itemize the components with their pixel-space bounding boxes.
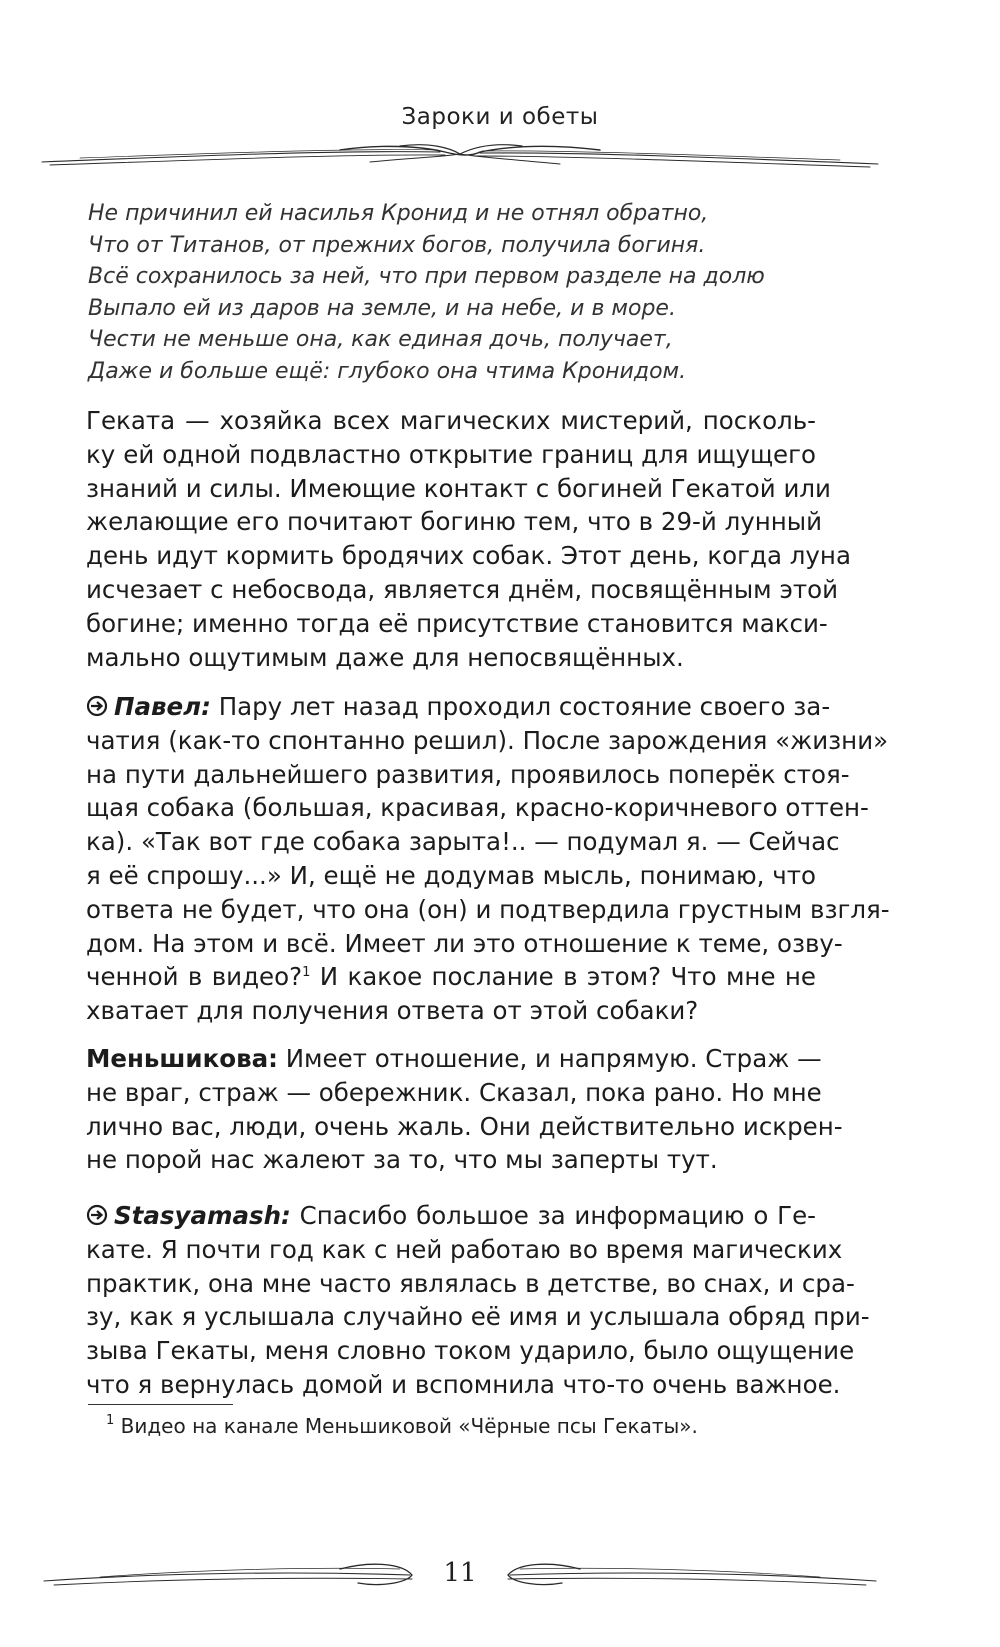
footnote-separator	[88, 1404, 233, 1405]
text-line: зу, как я услышала случайно её имя и услышала обряд при-	[86, 1302, 870, 1332]
text-line: я её спрошу...» И, ещё не додумав мысль, понимаю, что	[86, 860, 816, 890]
footnote	[106, 1414, 698, 1438]
paragraph-pavel	[86, 690, 890, 1028]
poem-line: Не причинил ей насилья Кронид и не отнял обратно,	[88, 201, 709, 226]
text-line: богине; именно тогда её присутствие становится макси-	[86, 608, 828, 638]
text-line: ку ей одной подвластно открытие границ для ищущего	[86, 439, 816, 469]
footnote-reference[interactable]: 1	[302, 965, 311, 981]
poem-line: Даже и больше ещё: глубоко она чтима Кронидом.	[88, 358, 687, 384]
text-line: знаний и силы. Имеющие контакт с богиней Гекатой или	[86, 473, 831, 503]
text-line: исчезает с небосвода, является днём, посвящённым этой	[86, 574, 839, 604]
text-line: зыва Гекаты, меня словно током ударило, было ощущение	[86, 1336, 855, 1366]
footnote-marker: 1	[106, 1413, 115, 1428]
speaker-name: Павел:	[114, 692, 211, 721]
text-line: на пути дальнейшего развития, проявилось поперёк стоя-	[86, 759, 850, 789]
text-line	[86, 1042, 822, 1076]
text-line: хватает для получения ответа от этой собаки?	[86, 996, 699, 1026]
speaker-text: Пару лет назад проходил состояние своего за-	[210, 692, 831, 721]
paragraph-stasyamash	[86, 1199, 870, 1402]
text-line	[86, 1199, 816, 1233]
footnote-text: Видео на канале Меньшиковой «Чёрные псы Гекаты».	[114, 1414, 698, 1438]
poem-line: Что от Титанов, от прежних богов, получила богиня.	[88, 232, 706, 258]
text-line: желающие его почитают богиню тем, что в 29-й лунный	[86, 507, 823, 537]
page-number: 11	[0, 1558, 920, 1588]
text-line: не порой нас жалеют за то, что мы заперты тут.	[86, 1145, 718, 1175]
text-line: мально ощутимым даже для непосвящённых.	[86, 642, 684, 672]
poem-line: Выпало ей из даров на земле, и на небе, и в море.	[88, 295, 676, 321]
speaker-name: Stasyamash:	[114, 1201, 291, 1230]
text-line: щая собака (большая, красивая, красно-коричневого оттен-	[86, 793, 869, 823]
arrow-circle-icon	[86, 695, 108, 717]
text-line: практик, она мне часто являлась в детстве, во снах, и сра-	[86, 1268, 855, 1298]
text-line: чатия (как-то спонтанно решил). После зарождения «жизни»	[86, 725, 889, 755]
text-fragment: И какое послание в этом? Что мне не	[310, 962, 816, 992]
paragraph-hecate	[86, 404, 851, 674]
text-line	[86, 960, 816, 994]
text-line: ответа не будет, что она (он) и подтвердила грустным взгля-	[86, 894, 890, 924]
text-line: кате. Я почти год как с ней работаю во время магических	[86, 1234, 843, 1264]
arrow-circle-icon	[86, 1204, 108, 1226]
text-line: не враг, страж — обережник. Сказал, пока рано. Но мне	[86, 1077, 822, 1107]
text-line: лично вас, люди, очень жаль. Они действительно искрен-	[86, 1111, 843, 1141]
poem-line: Всё сохранилось за ней, что при первом разделе на долю	[88, 264, 765, 289]
text-line: ка). «Так вот где собака зарыта!.. — подумал я. — Сейчас	[86, 827, 840, 857]
text-line: день идут кормить бродячих собак. Этот день, когда луна	[86, 541, 851, 571]
poem-line: Чести не меньше она, как единая дочь, получает,	[88, 327, 673, 352]
text-line: что я вернулась домой и вспомнила что-то очень важное.	[86, 1369, 841, 1399]
running-title: Зароки и обеты	[401, 104, 599, 130]
text-fragment: ченной в видео?	[86, 962, 303, 992]
header-ornament	[40, 138, 880, 178]
speaker-text: Спасибо большое за информацию о Ге-	[290, 1201, 816, 1230]
text-line: Геката — хозяйка всех магических мистерий, посколь-	[86, 406, 816, 435]
epigraph-poem	[88, 198, 868, 387]
speaker-name: Меньшикова:	[86, 1044, 278, 1073]
text-line	[86, 690, 831, 724]
speaker-text: Имеет отношение, и напрямую. Страж —	[277, 1044, 822, 1073]
text-line: дом. На этом и всё. Имеет ли это отношение к теме, озву-	[86, 928, 843, 958]
paragraph-menshikova	[86, 1042, 843, 1177]
